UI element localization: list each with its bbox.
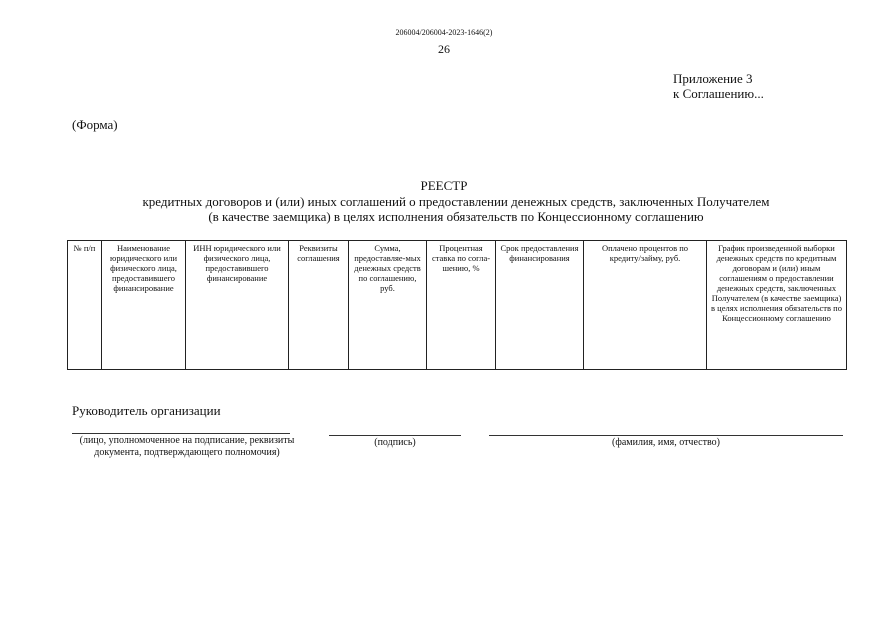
column-header-financier-inn: ИНН юридического или физического лица, предоставившего финансирование	[186, 241, 289, 370]
document-title: РЕЕСТР	[420, 178, 468, 193]
full-name-line	[489, 435, 843, 436]
column-header-financier-name: Наименование юридического или физического лица, предоставившего финансирование	[102, 241, 186, 370]
column-header-interest-paid: Оплачено процентов по кредиту/займу, руб.	[584, 241, 707, 370]
person-caption-line-1: (лицо, уполномоченное на подписание, реквизиты	[79, 435, 295, 446]
column-header-number: № п/п	[68, 241, 102, 370]
appendix-line-1: Приложение 3	[673, 71, 753, 86]
column-header-amount: Сумма, предоставляе-мых денежных средств по соглашению, руб.	[349, 241, 427, 370]
person-signature-line	[72, 433, 290, 434]
column-header-drawdown-schedule: График произведенной выборки денежных средств по кредитным договорам и (или) иным соглашениям о предоставлении денежных средств, заключенных Получателем (в качестве заемщика) в целях исполнения обязательств по Концессионному соглашению	[707, 241, 847, 370]
subtitle-line-1: кредитных договоров и (или) иных соглашений о предоставлении денежных средств, заключенных Получателем	[142, 194, 770, 209]
document-number: 206004/206004-2023-1646(2)	[395, 28, 493, 37]
full-name-caption: (фамилия, имя, отчество)	[612, 437, 720, 448]
column-header-interest-rate: Процентная ставка по согла-шению, %	[427, 241, 496, 370]
form-label: (Форма)	[72, 117, 118, 132]
column-header-financing-term: Срок предоставления финансирования	[496, 241, 584, 370]
page-number: 26	[438, 42, 450, 56]
document-subtitle	[100, 194, 812, 224]
column-header-agreement-details: Реквизиты соглашения	[289, 241, 349, 370]
head-of-organization-label: Руководитель организации	[72, 403, 221, 418]
person-caption-line-2: документа, подтверждающего полномочия)	[94, 447, 280, 458]
table-header-row	[68, 241, 847, 370]
signature-line	[329, 435, 461, 436]
appendix-label	[673, 71, 764, 101]
subtitle-line-2: (в качестве заемщика) в целях исполнения обязательств по Концессионному соглашению	[208, 209, 704, 224]
registry-table	[67, 240, 847, 370]
signature-caption: (подпись)	[374, 437, 416, 448]
person-caption	[62, 435, 312, 459]
appendix-line-2: к Соглашению...	[673, 86, 764, 101]
